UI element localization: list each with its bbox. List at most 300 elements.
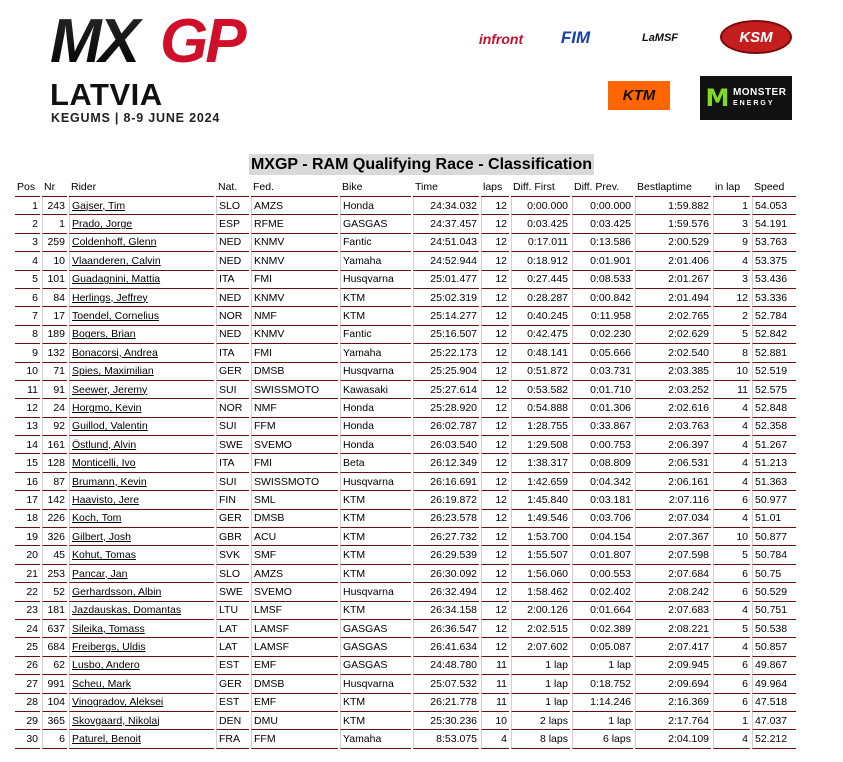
cell-nat: ESP	[216, 215, 249, 233]
cell-pos: 11	[15, 381, 40, 399]
cell-diff-first: 0:03.425	[511, 215, 570, 233]
cell-diff-prev: 6 laps	[572, 730, 633, 748]
header	[0, 0, 843, 155]
cell-rider[interactable]: Bogers, Brian	[69, 326, 214, 344]
cell-nat: NED	[216, 289, 249, 307]
cell-diff-prev: 0:08.533	[572, 271, 633, 289]
cell-nat: SWE	[216, 436, 249, 454]
cell-laps: 12	[481, 363, 509, 381]
cell-diff-prev: 0:05.666	[572, 344, 633, 362]
cell-bike: Husqvarna	[340, 583, 411, 601]
cell-speed: 50.857	[752, 638, 796, 656]
cell-nat: GER	[216, 675, 249, 693]
cell-nat: NED	[216, 252, 249, 270]
cell-rider[interactable]: Herlings, Jeffrey	[69, 289, 214, 307]
col-header-fed: Fed.	[251, 178, 338, 197]
cell-in-lap: 5	[713, 620, 750, 638]
cell-fed: LAMSF	[251, 638, 338, 656]
cell-bestlaptime: 2:08.242	[635, 583, 711, 601]
cell-laps: 12	[481, 399, 509, 417]
table-row	[15, 694, 796, 712]
cell-time: 26:34.158	[413, 602, 479, 620]
cell-nat: SLO	[216, 565, 249, 583]
cell-nr: 71	[42, 363, 67, 381]
svg-text:GP: GP	[160, 10, 244, 72]
cell-pos: 8	[15, 326, 40, 344]
cell-diff-first: 0:28.287	[511, 289, 570, 307]
cell-rider[interactable]: Östlund, Alvin	[69, 436, 214, 454]
cell-rider[interactable]: Guillod, Valentin	[69, 418, 214, 436]
cell-fed: DMSB	[251, 363, 338, 381]
cell-in-lap: 4	[713, 399, 750, 417]
cell-diff-prev: 0:00.000	[572, 197, 633, 215]
cell-pos: 5	[15, 271, 40, 289]
cell-time: 26:41.634	[413, 638, 479, 656]
cell-diff-prev: 0:04.154	[572, 528, 633, 546]
cell-fed: NMF	[251, 307, 338, 325]
cell-time: 25:02.319	[413, 289, 479, 307]
cell-time: 26:29.539	[413, 546, 479, 564]
cell-bestlaptime: 2:03.385	[635, 363, 711, 381]
cell-in-lap: 3	[713, 215, 750, 233]
cell-bike: Honda	[340, 436, 411, 454]
cell-time: 25:22.173	[413, 344, 479, 362]
col-header-diff-prev: Diff. Prev.	[572, 178, 633, 197]
cell-fed: DMU	[251, 712, 338, 730]
cell-nr: 87	[42, 473, 67, 491]
cell-laps: 12	[481, 234, 509, 252]
cell-diff-prev: 0:18.752	[572, 675, 633, 693]
cell-time: 25:27.614	[413, 381, 479, 399]
cell-diff-prev: 0:04.342	[572, 473, 633, 491]
cell-diff-first: 1:49.546	[511, 510, 570, 528]
cell-rider[interactable]: Gajser, Tim	[69, 197, 214, 215]
col-header-rider: Rider	[69, 178, 214, 197]
cell-diff-prev: 0:03.181	[572, 491, 633, 509]
cell-nat: NED	[216, 326, 249, 344]
cell-speed: 54.053	[752, 197, 796, 215]
cell-time: 25:07.532	[413, 675, 479, 693]
cell-bike: Husqvarna	[340, 363, 411, 381]
cell-nr: 10	[42, 252, 67, 270]
cell-nat: ITA	[216, 454, 249, 472]
cell-in-lap: 2	[713, 307, 750, 325]
cell-fed: KNMV	[251, 234, 338, 252]
cell-nr: 101	[42, 271, 67, 289]
cell-fed: EMF	[251, 657, 338, 675]
cell-laps: 12	[481, 215, 509, 233]
cell-pos: 18	[15, 510, 40, 528]
cell-diff-first: 0:42.475	[511, 326, 570, 344]
cell-diff-first: 2:07.602	[511, 638, 570, 656]
cell-diff-prev: 0:13.586	[572, 234, 633, 252]
cell-diff-first: 0:40.245	[511, 307, 570, 325]
cell-speed: 52.881	[752, 344, 796, 362]
cell-pos: 21	[15, 565, 40, 583]
cell-rider[interactable]: Vlaanderen, Calvin	[69, 252, 214, 270]
cell-rider[interactable]: Toendel, Cornelius	[69, 307, 214, 325]
cell-fed: KNMV	[251, 289, 338, 307]
cell-fed: FMI	[251, 454, 338, 472]
cell-pos: 20	[15, 546, 40, 564]
cell-rider[interactable]: Paturel, Benoit	[69, 730, 214, 748]
table-row	[15, 326, 796, 344]
cell-nr: 128	[42, 454, 67, 472]
cell-fed: KNMV	[251, 326, 338, 344]
cell-diff-first: 1:45.840	[511, 491, 570, 509]
cell-bestlaptime: 1:59.576	[635, 215, 711, 233]
cell-nat: ITA	[216, 271, 249, 289]
cell-laps: 12	[481, 289, 509, 307]
cell-bike: Honda	[340, 399, 411, 417]
table-row	[15, 363, 796, 381]
cell-diff-first: 1:38.317	[511, 454, 570, 472]
cell-pos: 28	[15, 694, 40, 712]
cell-diff-prev: 0:05.087	[572, 638, 633, 656]
cell-nr: 132	[42, 344, 67, 362]
page-title: MXGP - RAM Qualifying Race - Classification	[250, 156, 593, 173]
cell-pos: 9	[15, 344, 40, 362]
cell-bestlaptime: 1:59.882	[635, 197, 711, 215]
cell-pos: 16	[15, 473, 40, 491]
cell-nr: 6	[42, 730, 67, 748]
cell-nr: 62	[42, 657, 67, 675]
cell-diff-prev: 0:03.425	[572, 215, 633, 233]
cell-diff-prev: 0:00.842	[572, 289, 633, 307]
cell-rider[interactable]: Kohut, Tomas	[69, 546, 214, 564]
cell-bike: KTM	[340, 565, 411, 583]
col-header-time: Time	[413, 178, 479, 197]
cell-rider[interactable]: Monticelli, Ivo	[69, 454, 214, 472]
cell-laps: 4	[481, 730, 509, 748]
table-row	[15, 730, 796, 748]
cell-diff-prev: 1:14.246	[572, 694, 633, 712]
cell-laps: 11	[481, 657, 509, 675]
cell-pos: 27	[15, 675, 40, 693]
cell-fed: SVEMO	[251, 436, 338, 454]
cell-diff-first: 0:17.011	[511, 234, 570, 252]
cell-nat: EST	[216, 694, 249, 712]
cell-diff-first: 0:48.141	[511, 344, 570, 362]
cell-in-lap: 4	[713, 436, 750, 454]
cell-speed: 53.375	[752, 252, 796, 270]
cell-in-lap: 10	[713, 528, 750, 546]
cell-bike: GASGAS	[340, 657, 411, 675]
monster-claw-icon: M	[705, 84, 730, 112]
energy-logo-text: ENERGY	[732, 100, 775, 107]
cell-fed: AMZS	[251, 197, 338, 215]
cell-nat: SVK	[216, 546, 249, 564]
cell-nr: 92	[42, 418, 67, 436]
cell-fed: FFM	[251, 730, 338, 748]
table-row	[15, 271, 796, 289]
cell-speed: 52.848	[752, 399, 796, 417]
cell-speed: 50.529	[752, 583, 796, 601]
cell-in-lap: 11	[713, 381, 750, 399]
cell-bike: GASGAS	[340, 620, 411, 638]
cell-rider[interactable]: Brumann, Kevin	[69, 473, 214, 491]
cell-diff-first: 1:42.659	[511, 473, 570, 491]
cell-in-lap: 6	[713, 565, 750, 583]
cell-bestlaptime: 2:01.267	[635, 271, 711, 289]
cell-diff-prev: 0:00.553	[572, 565, 633, 583]
cell-diff-first: 1:56.060	[511, 565, 570, 583]
cell-bike: Honda	[340, 418, 411, 436]
cell-rider[interactable]: Lusbo, Andero	[69, 657, 214, 675]
cell-pos: 23	[15, 602, 40, 620]
cell-speed: 47.037	[752, 712, 796, 730]
results-table	[13, 178, 798, 749]
cell-speed: 52.519	[752, 363, 796, 381]
cell-nr: 91	[42, 381, 67, 399]
cell-diff-prev: 0:33.867	[572, 418, 633, 436]
cell-bestlaptime: 2:03.763	[635, 418, 711, 436]
cell-in-lap: 1	[713, 712, 750, 730]
cell-laps: 12	[481, 252, 509, 270]
cell-nat: FIN	[216, 491, 249, 509]
cell-diff-prev: 0:02.230	[572, 326, 633, 344]
cell-rider[interactable]: Horgmo, Kevin	[69, 399, 214, 417]
event-date: KEGUMS | 8-9 JUNE 2024	[51, 111, 221, 125]
cell-speed: 47.518	[752, 694, 796, 712]
cell-nr: 991	[42, 675, 67, 693]
cell-speed: 54.191	[752, 215, 796, 233]
cell-rider[interactable]: Coldenhoff, Glenn	[69, 234, 214, 252]
cell-diff-first: 0:53.582	[511, 381, 570, 399]
table-row	[15, 510, 796, 528]
cell-laps: 12	[481, 307, 509, 325]
cell-laps: 10	[481, 712, 509, 730]
cell-in-lap: 5	[713, 546, 750, 564]
cell-rider[interactable]: Seewer, Jeremy	[69, 381, 214, 399]
cell-time: 25:01.477	[413, 271, 479, 289]
cell-pos: 7	[15, 307, 40, 325]
cell-diff-prev: 1 lap	[572, 712, 633, 730]
cell-rider[interactable]: Prado, Jorge	[69, 215, 214, 233]
cell-diff-first: 1 lap	[511, 657, 570, 675]
cell-nr: 161	[42, 436, 67, 454]
cell-rider[interactable]: Sileika, Tomass	[69, 620, 214, 638]
cell-bestlaptime: 2:07.417	[635, 638, 711, 656]
fim-logo	[553, 26, 598, 50]
cell-rider[interactable]: Gilbert, Josh	[69, 528, 214, 546]
cell-nat: DEN	[216, 712, 249, 730]
cell-bike: KTM	[340, 491, 411, 509]
cell-time: 25:16.507	[413, 326, 479, 344]
cell-fed: FMI	[251, 344, 338, 362]
cell-pos: 30	[15, 730, 40, 748]
cell-diff-first: 0:27.445	[511, 271, 570, 289]
cell-diff-first: 2:02.515	[511, 620, 570, 638]
cell-time: 26:12.349	[413, 454, 479, 472]
cell-speed: 51.01	[752, 510, 796, 528]
col-header-bike: Bike	[340, 178, 411, 197]
cell-diff-first: 0:18.912	[511, 252, 570, 270]
cell-bestlaptime: 2:04.109	[635, 730, 711, 748]
table-row	[15, 381, 796, 399]
cell-laps: 12	[481, 546, 509, 564]
cell-speed: 52.212	[752, 730, 796, 748]
cell-fed: KNMV	[251, 252, 338, 270]
cell-speed: 51.213	[752, 454, 796, 472]
cell-time: 26:16.691	[413, 473, 479, 491]
table-header-row	[15, 178, 796, 197]
cell-laps: 12	[481, 344, 509, 362]
cell-bike: Fantic	[340, 326, 411, 344]
cell-in-lap: 4	[713, 730, 750, 748]
cell-nat: EST	[216, 657, 249, 675]
cell-in-lap: 6	[713, 657, 750, 675]
cell-bestlaptime: 2:03.252	[635, 381, 711, 399]
cell-diff-prev: 0:01.664	[572, 602, 633, 620]
cell-rider[interactable]: Freibergs, Uldis	[69, 638, 214, 656]
cell-diff-prev: 1 lap	[572, 657, 633, 675]
table-row	[15, 344, 796, 362]
cell-rider[interactable]: Bonacorsi, Andrea	[69, 344, 214, 362]
col-header-bestlaptime: Bestlaptime	[635, 178, 711, 197]
cell-fed: RFME	[251, 215, 338, 233]
cell-bestlaptime: 2:00.529	[635, 234, 711, 252]
cell-fed: SWISSMOTO	[251, 473, 338, 491]
cell-nr: 104	[42, 694, 67, 712]
cell-rider[interactable]: Gerhardsson, Albin	[69, 583, 214, 601]
cell-nr: 84	[42, 289, 67, 307]
cell-speed: 50.784	[752, 546, 796, 564]
event-country: LATVIA	[50, 77, 163, 112]
cell-bike: Husqvarna	[340, 473, 411, 491]
cell-time: 26:27.732	[413, 528, 479, 546]
cell-laps: 12	[481, 491, 509, 509]
table-row	[15, 436, 796, 454]
cell-bestlaptime: 2:07.683	[635, 602, 711, 620]
cell-fed: LAMSF	[251, 620, 338, 638]
results-body	[15, 197, 796, 749]
cell-diff-first: 1:29.508	[511, 436, 570, 454]
cell-pos: 10	[15, 363, 40, 381]
cell-speed: 50.75	[752, 565, 796, 583]
cell-in-lap: 4	[713, 638, 750, 656]
cell-bike: Yamaha	[340, 344, 411, 362]
cell-time: 26:23.578	[413, 510, 479, 528]
cell-pos: 22	[15, 583, 40, 601]
cell-speed: 49.964	[752, 675, 796, 693]
title-wrap	[0, 154, 843, 175]
cell-bestlaptime: 2:07.034	[635, 510, 711, 528]
cell-bestlaptime: 2:06.161	[635, 473, 711, 491]
cell-diff-prev: 0:03.706	[572, 510, 633, 528]
table-row	[15, 602, 796, 620]
table-row	[15, 454, 796, 472]
cell-nat: SUI	[216, 473, 249, 491]
cell-pos: 6	[15, 289, 40, 307]
monster-energy-logo	[700, 76, 792, 120]
ktm-logo	[608, 81, 670, 110]
cell-fed: SML	[251, 491, 338, 509]
cell-time: 25:25.904	[413, 363, 479, 381]
cell-speed: 53.763	[752, 234, 796, 252]
cell-nr: 226	[42, 510, 67, 528]
cell-bestlaptime: 2:16.369	[635, 694, 711, 712]
cell-in-lap: 9	[713, 234, 750, 252]
cell-nr: 52	[42, 583, 67, 601]
cell-nr: 243	[42, 197, 67, 215]
cell-bike: Beta	[340, 454, 411, 472]
cell-rider[interactable]: Scheu, Mark	[69, 675, 214, 693]
cell-bestlaptime: 2:01.494	[635, 289, 711, 307]
cell-nat: NOR	[216, 307, 249, 325]
cell-speed: 51.363	[752, 473, 796, 491]
cell-rider[interactable]: Spies, Maximilian	[69, 363, 214, 381]
cell-in-lap: 12	[713, 289, 750, 307]
cell-rider[interactable]: Haavisto, Jere	[69, 491, 214, 509]
cell-in-lap: 5	[713, 326, 750, 344]
cell-nr: 45	[42, 546, 67, 564]
table-row	[15, 197, 796, 215]
cell-nat: GER	[216, 363, 249, 381]
cell-speed: 52.784	[752, 307, 796, 325]
cell-diff-prev: 0:00.753	[572, 436, 633, 454]
cell-nr: 253	[42, 565, 67, 583]
cell-rider[interactable]: Guadagnini, Mattia	[69, 271, 214, 289]
cell-rider[interactable]: Koch, Tom	[69, 510, 214, 528]
cell-nr: 684	[42, 638, 67, 656]
cell-diff-first: 2:00.126	[511, 602, 570, 620]
cell-in-lap: 10	[713, 363, 750, 381]
lamsf-logo	[626, 24, 694, 52]
cell-speed: 52.358	[752, 418, 796, 436]
cell-pos: 4	[15, 252, 40, 270]
cell-rider[interactable]: Skovgaard, Nikolaj	[69, 712, 214, 730]
cell-speed: 50.877	[752, 528, 796, 546]
table-row	[15, 234, 796, 252]
cell-in-lap: 6	[713, 694, 750, 712]
cell-time: 24:48.780	[413, 657, 479, 675]
cell-bike: Fantic	[340, 234, 411, 252]
cell-diff-prev: 0:01.807	[572, 546, 633, 564]
cell-pos: 24	[15, 620, 40, 638]
cell-time: 26:19.872	[413, 491, 479, 509]
cell-bike: KTM	[340, 289, 411, 307]
col-header-laps: laps	[481, 178, 509, 197]
cell-diff-first: 8 laps	[511, 730, 570, 748]
cell-time: 24:52.944	[413, 252, 479, 270]
cell-fed: ACU	[251, 528, 338, 546]
cell-laps: 11	[481, 694, 509, 712]
cell-laps: 12	[481, 473, 509, 491]
cell-in-lap: 4	[713, 602, 750, 620]
cell-fed: DMSB	[251, 510, 338, 528]
cell-fed: SVEMO	[251, 583, 338, 601]
col-header-pos: Pos	[15, 178, 40, 197]
monster-logo-text: MONSTER	[732, 87, 787, 98]
cell-in-lap: 1	[713, 197, 750, 215]
cell-laps: 12	[481, 510, 509, 528]
table-row	[15, 620, 796, 638]
cell-rider[interactable]: Vinogradov, Aleksei	[69, 694, 214, 712]
cell-diff-prev: 0:01.306	[572, 399, 633, 417]
cell-in-lap: 4	[713, 454, 750, 472]
cell-laps: 12	[481, 602, 509, 620]
cell-bestlaptime: 2:07.367	[635, 528, 711, 546]
cell-speed: 53.436	[752, 271, 796, 289]
cell-laps: 12	[481, 454, 509, 472]
cell-diff-first: 0:00.000	[511, 197, 570, 215]
cell-rider[interactable]: Jazdauskas, Domantas	[69, 602, 214, 620]
cell-time: 8:53.075	[413, 730, 479, 748]
cell-rider[interactable]: Pancar, Jan	[69, 565, 214, 583]
table-row	[15, 289, 796, 307]
table-row	[15, 307, 796, 325]
